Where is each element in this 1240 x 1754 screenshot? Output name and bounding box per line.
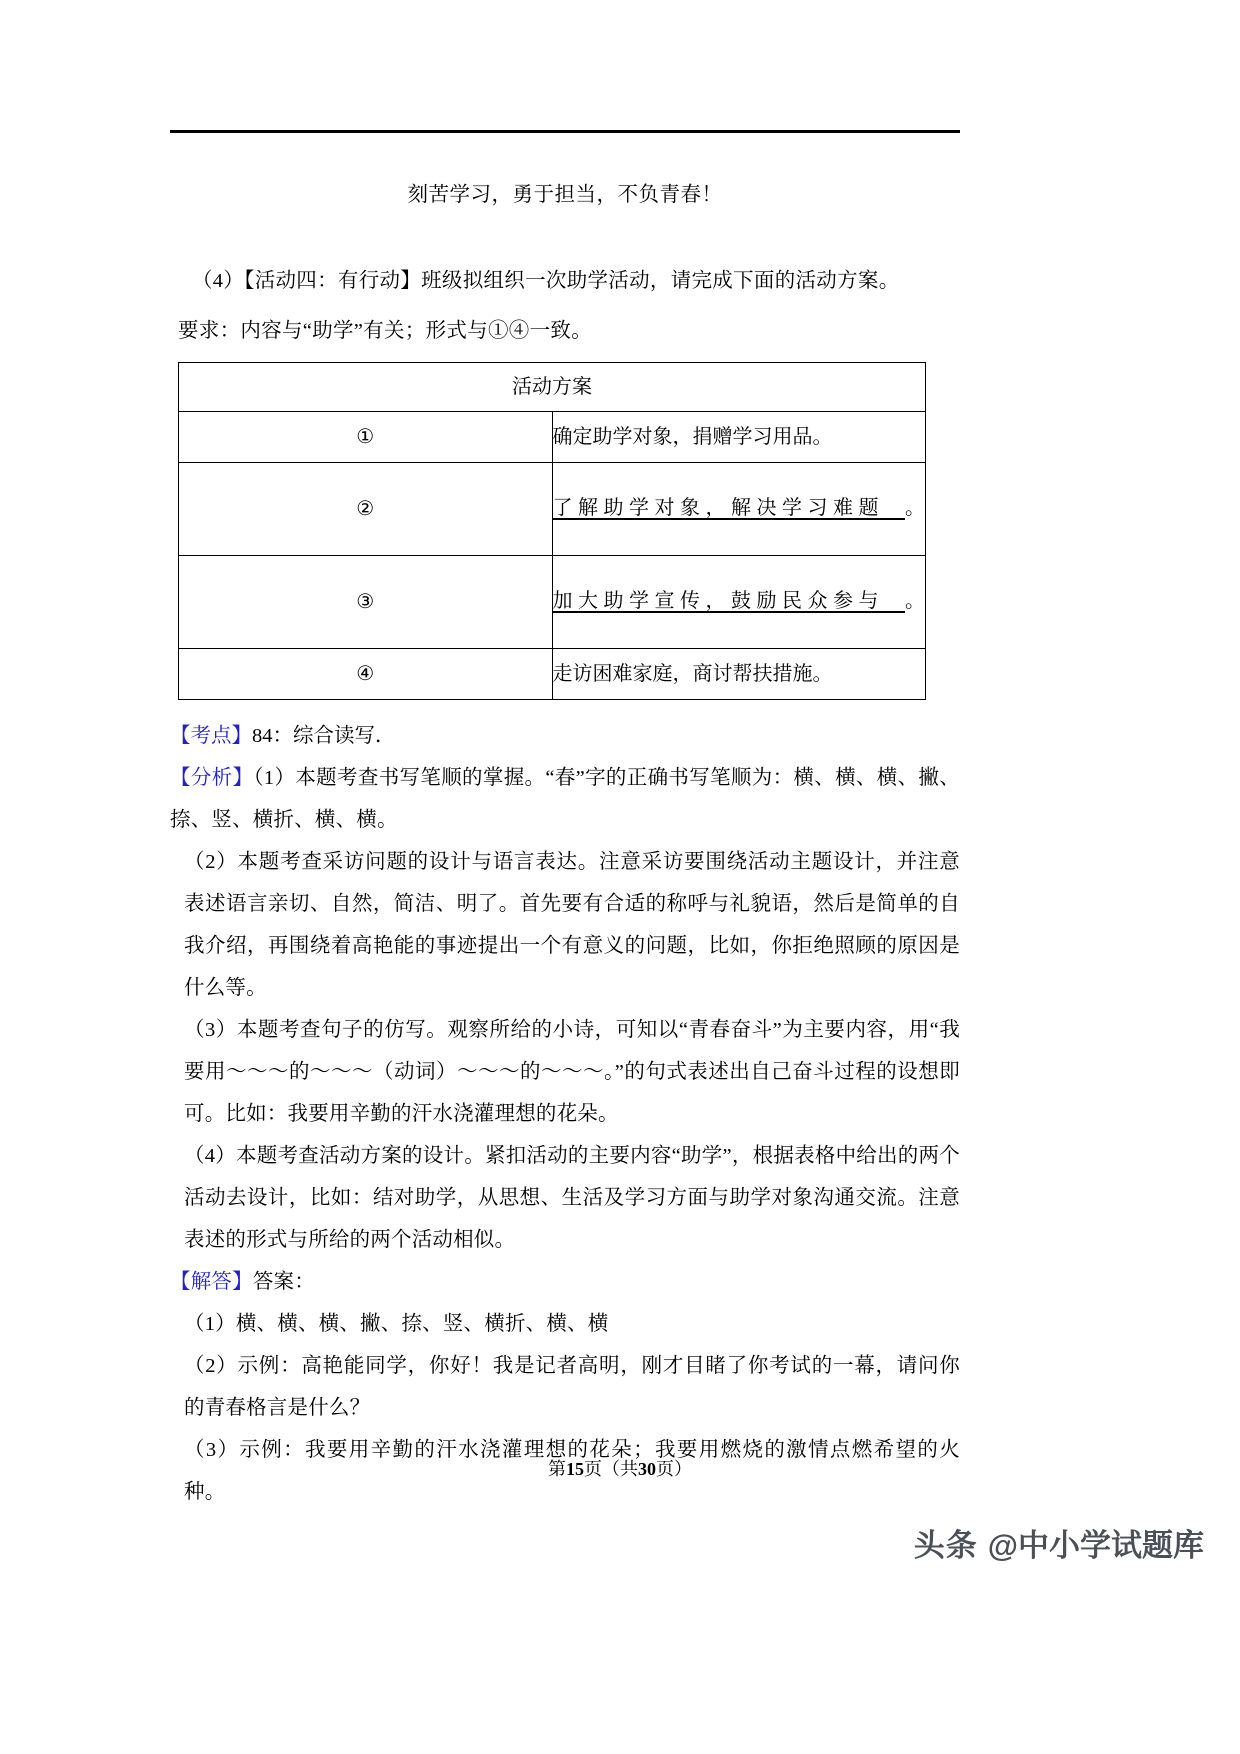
jieda-para-1: （1）横、横、横、撇、捺、竖、横折、横、横 [184, 1313, 609, 1336]
jieda-label: 【解答】 [170, 1271, 253, 1294]
row-desc-2-answer [553, 489, 926, 528]
requirement-line: 要求：内容与“助学”有关；形式与①④一致。 [178, 319, 592, 342]
row-index-3: ③ [179, 555, 553, 648]
poem-line: 刻苦学习，勇于担当，不负青春！ [407, 184, 723, 206]
footer-suffix: 页） [656, 1459, 692, 1479]
kaodian-text: 84：综合读写． [252, 724, 396, 747]
table-header-row [179, 362, 926, 411]
table-row [179, 462, 926, 555]
watermark-account-name: @中小学试题库 [987, 1528, 1204, 1563]
jieda-para-3: （3）示例：我要用辛勤的汗水浇灌理想的花朵；我要用燃烧的激情点燃希望的火种。 [184, 1439, 960, 1504]
row-desc-2-underlined: 了解助学对象，解决学习难题 [552, 497, 884, 520]
row-desc-1-text: 确定助学对象，捐赠学习用品。 [552, 425, 833, 448]
footer-prefix: 第 [548, 1459, 566, 1479]
row-desc-3-tail: 。 [905, 590, 925, 613]
row-index-4: ④ [179, 648, 553, 699]
jieda-para-2: （2）示例：高艳能同学，你好！我是记者高明，刚才目睹了你考试的一幕，请问你的青春格言是什么？ [184, 1355, 960, 1420]
table-header-cell: 活动方案 [179, 362, 926, 411]
toutiao-logo: 头条 [913, 1528, 978, 1563]
row-desc-2 [552, 462, 926, 555]
row-index-2: ② [179, 462, 553, 555]
row-desc-3 [552, 555, 926, 648]
kaodian-section [170, 716, 960, 757]
row-index-1: ① [179, 411, 553, 462]
footer-page-number: 15 [566, 1459, 584, 1479]
page-content [170, 130, 960, 1513]
table-row [179, 648, 926, 699]
header-rule [170, 130, 960, 133]
row-desc-3-blank [884, 590, 905, 612]
table-row [179, 411, 926, 462]
jieda-heading [170, 1261, 960, 1303]
row-desc-3-underlined: 加大助学宣传，鼓励民众参与 [552, 590, 884, 613]
fenxi-section [170, 757, 960, 1261]
fenxi-para-3: （3）本题考查句子的仿写。观察所给的小诗，可知以“青春奋斗”为主要内容，用“我要用～～～的～～～（动词）～～～的～～～。”的句式表述出自己奋斗过程的设想即可。比如：我要用辛勤的汗水浇灌理想的花朵。 [184, 1018, 960, 1125]
fenxi-para-1 [170, 757, 960, 841]
row-desc-4-text: 走访困难家庭，商讨帮扶措施。 [552, 662, 833, 685]
row-desc-1 [552, 411, 926, 462]
fenxi-para-4: （4）本题考查活动方案的设计。紧扣活动的主要内容“助学”，根据表格中给出的两个活动去设计，比如：结对助学，从思想、生活及学习方面与助学对象沟通交流。注意表述的形式与所给的两个活动相似。 [184, 1144, 960, 1251]
page-footer [0, 1455, 1240, 1481]
row-desc-4 [552, 648, 926, 699]
jieda-text: 答案： [252, 1271, 315, 1294]
row-desc-3-answer [553, 582, 926, 621]
footer-middle: 页（共 [584, 1459, 638, 1479]
fenxi-label: 【分析】 [170, 766, 254, 789]
table-row [179, 555, 926, 648]
fenxi-para-2: （2）本题考查采访问题的设计与语言表达。注意采访要围绕活动主题设计，并注意表述语言亲切、自然，简洁、明了。首先要有合适的称呼与礼貌语，然后是简单的自我介绍，再围绕着高艳能的事迹提出一个有意义的问题，比如，你拒绝照顾的原因是什么等。 [184, 850, 960, 999]
row-desc-2-tail: 。 [905, 497, 925, 520]
footer-total-pages: 30 [638, 1459, 656, 1479]
row-desc-2-blank [884, 497, 905, 519]
activity-scheme-table [178, 362, 926, 700]
question-4-prompt: （4）【活动四：有行动】班级拟组织一次助学活动，请完成下面的活动方案。 [192, 269, 900, 292]
watermark [914, 1520, 1204, 1565]
kaodian-label: 【考点】 [170, 724, 252, 747]
fenxi-para-1-text: （1）本题考查书写笔顺的掌握。“春”字的正确书写笔顺为：横、横、横、撇、捺、竖、横折、横、横。 [170, 766, 960, 831]
